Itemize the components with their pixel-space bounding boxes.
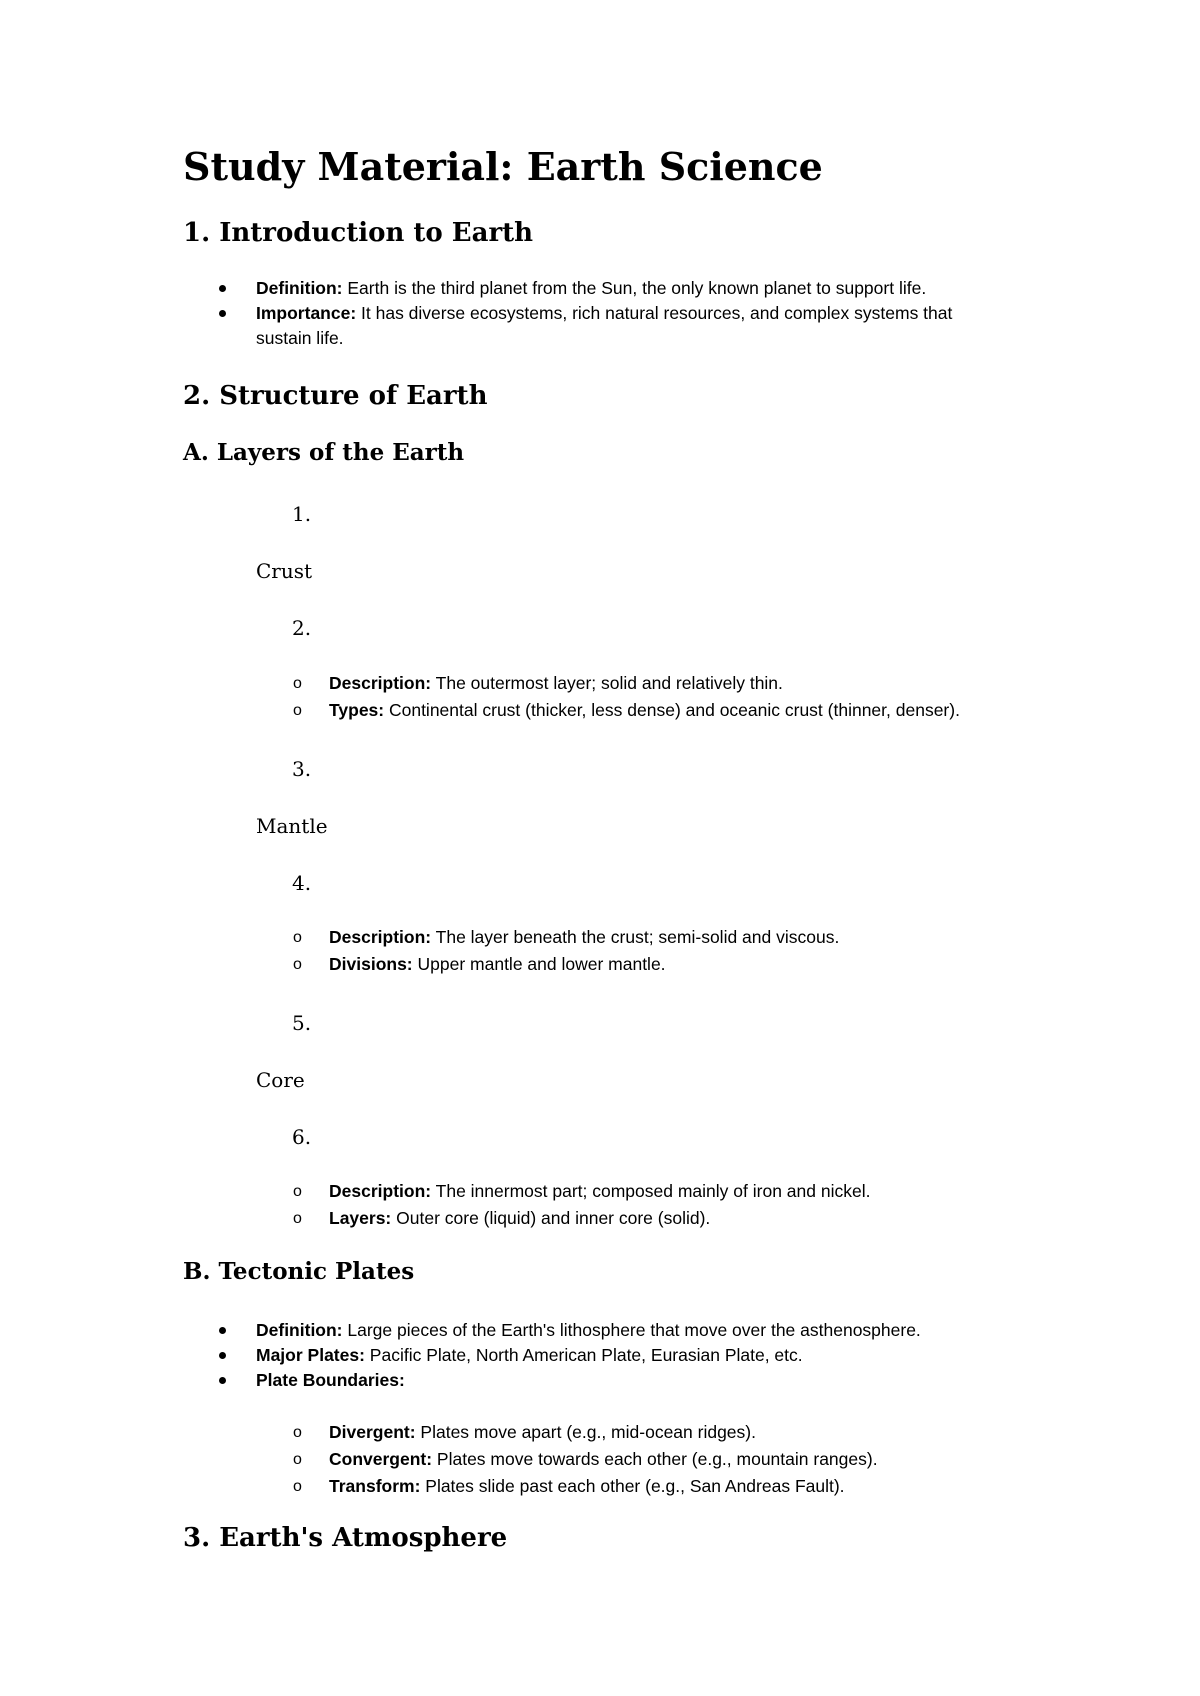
page-title: Study Material: Earth Science: [183, 144, 823, 189]
bullet-icon: [219, 1352, 226, 1359]
list-number: 2.: [292, 616, 312, 640]
item-text: The innermost part; composed mainly of iron and nickel.: [431, 1181, 871, 1201]
item-term: Major Plates:: [256, 1345, 365, 1365]
item-term: Description:: [329, 673, 432, 693]
sub-bullet-icon: o: [293, 1451, 302, 1468]
item-text: Outer core (liquid) and inner core (solid).: [391, 1208, 711, 1228]
sub-bullet-icon: o: [293, 956, 302, 973]
layer-name-mantle: Mantle: [256, 814, 328, 838]
item-term: Transform:: [329, 1476, 421, 1496]
list-item-convergent: [329, 1447, 878, 1472]
subsection-heading-layers: A. Layers of the Earth: [183, 439, 465, 466]
item-term: Importance:: [256, 303, 357, 323]
sub-bullet-icon: o: [293, 1478, 302, 1495]
list-number: 3.: [292, 757, 312, 781]
sub-bullet-icon: o: [293, 675, 302, 692]
item-term: Convergent:: [329, 1449, 433, 1469]
list-item-core-layers: [329, 1206, 710, 1231]
list-item-importance: [256, 301, 1006, 351]
list-item-plates-definition: [256, 1318, 1016, 1343]
list-item-core-description: [329, 1179, 870, 1204]
sub-bullet-icon: o: [293, 702, 302, 719]
item-text: Large pieces of the Earth's lithosphere that move over the asthenosphere.: [342, 1320, 921, 1340]
item-text: Plates move apart (e.g., mid-ocean ridges).: [415, 1422, 756, 1442]
item-text: Plates move towards each other (e.g., mountain ranges).: [432, 1449, 878, 1469]
bullet-icon: [219, 285, 226, 292]
item-term: Layers:: [329, 1208, 392, 1228]
item-text: It has diverse ecosystems, rich natural resources, and complex systems that sustain life.: [256, 303, 953, 348]
item-term: Divergent:: [329, 1422, 416, 1442]
item-term: Divisions:: [329, 954, 413, 974]
item-text: Continental crust (thicker, less dense) and oceanic crust (thinner, denser).: [384, 700, 960, 720]
list-number: 4.: [292, 871, 312, 895]
section-heading-atmosphere: 3. Earth's Atmosphere: [183, 1523, 508, 1553]
item-term: Definition:: [256, 1320, 343, 1340]
item-term: Definition:: [256, 278, 343, 298]
item-text: Plates slide past each other (e.g., San Andreas Fault).: [420, 1476, 845, 1496]
bullet-icon: [219, 310, 226, 317]
list-item-mantle-description: [329, 925, 839, 950]
list-number: 6.: [292, 1125, 312, 1149]
item-term: Description:: [329, 927, 432, 947]
sub-bullet-icon: o: [293, 1183, 302, 1200]
sub-bullet-icon: o: [293, 1210, 302, 1227]
list-item-definition: [256, 276, 1016, 301]
item-term: Description:: [329, 1181, 432, 1201]
sub-bullet-icon: o: [293, 929, 302, 946]
item-text: Pacific Plate, North American Plate, Eurasian Plate, etc.: [364, 1345, 803, 1365]
list-item-crust-description: [329, 671, 783, 696]
bullet-icon: [219, 1377, 226, 1384]
list-item-transform: [329, 1474, 845, 1499]
layer-name-core: Core: [256, 1068, 305, 1092]
list-item-major-plates: [256, 1343, 1016, 1368]
section-heading-structure: 2. Structure of Earth: [183, 381, 488, 411]
bullet-icon: [219, 1327, 226, 1334]
list-item-plate-boundaries: [256, 1368, 1016, 1393]
item-text: Upper mantle and lower mantle.: [412, 954, 666, 974]
section-heading-introduction: 1. Introduction to Earth: [183, 218, 534, 248]
list-item-crust-types: [329, 698, 960, 723]
subsection-heading-tectonic: B. Tectonic Plates: [183, 1258, 415, 1285]
sub-bullet-icon: o: [293, 1424, 302, 1441]
list-number: 1.: [292, 502, 312, 526]
item-term: Types:: [329, 700, 385, 720]
layer-name-crust: Crust: [256, 559, 313, 583]
list-number: 5.: [292, 1011, 312, 1035]
list-item-mantle-divisions: [329, 952, 666, 977]
item-text: Earth is the third planet from the Sun, the only known planet to support life.: [342, 278, 927, 298]
list-item-divergent: [329, 1420, 756, 1445]
item-text: The outermost layer; solid and relatively thin.: [431, 673, 783, 693]
item-text: The layer beneath the crust; semi-solid and viscous.: [431, 927, 840, 947]
item-term: Plate Boundaries:: [256, 1370, 405, 1390]
